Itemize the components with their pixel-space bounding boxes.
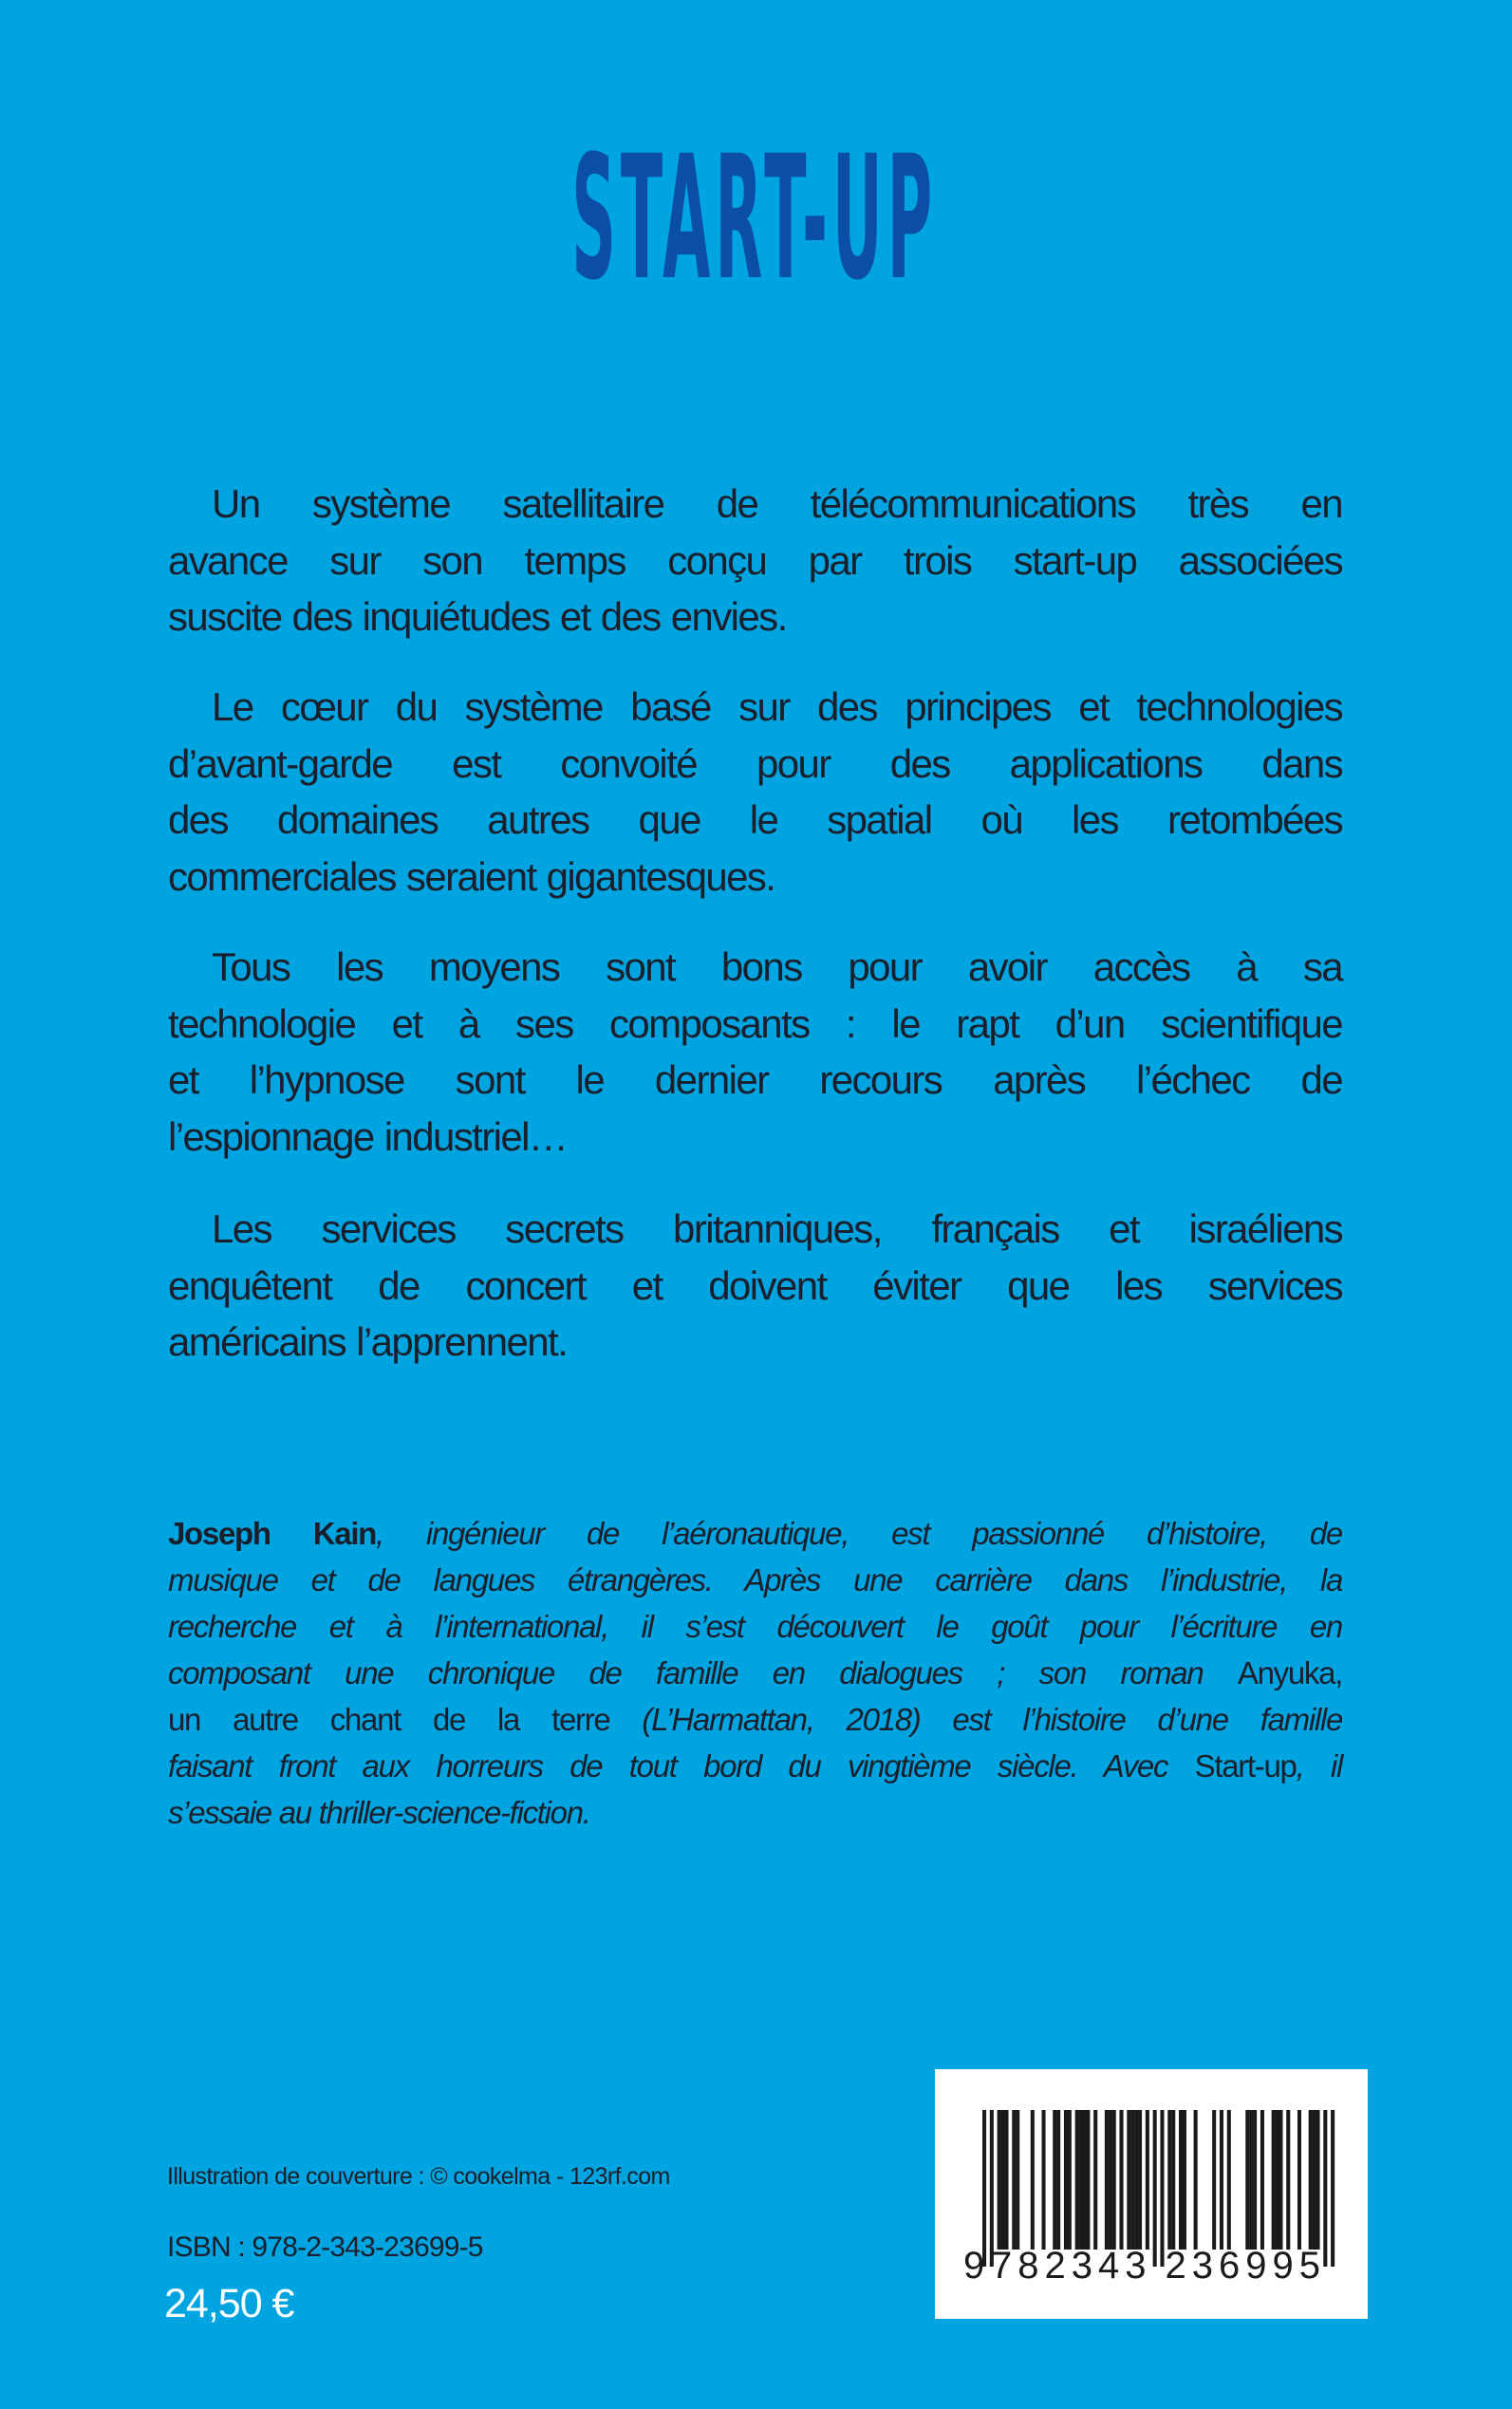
author-bio <box>168 1510 1342 1836</box>
bio-text: composant une chronique de famille en dialogues ; son roman <box>168 1655 1238 1690</box>
bio-line: s’essaie au thriller-science-fiction. <box>168 1795 590 1830</box>
synopsis-line: l’espionnage industriel… <box>168 1113 568 1159</box>
bio-text: , il <box>1296 1748 1342 1783</box>
cover-illustration-credit: Illustration de couverture : © cookelma - 123rf.com <box>167 2163 670 2190</box>
barcode-icon <box>935 2069 1368 2319</box>
synopsis-line: d’avant-garde est convoité pour des applications dans <box>168 740 1342 786</box>
book-title-text: START-UP <box>571 120 938 318</box>
barcode <box>935 2069 1368 2319</box>
price: 24,50 € <box>164 2281 294 2326</box>
book-reference: Start-up <box>1194 1748 1297 1783</box>
synopsis-paragraph-2 <box>168 679 1342 905</box>
bio-line: musique et de langues étrangères. Après une carrière dans l’industrie, la <box>168 1562 1342 1597</box>
bio-line: recherche et à l’international, il s’est découvert le goût pour l’écriture en <box>168 1609 1342 1644</box>
bio-line <box>168 1696 1342 1743</box>
synopsis-line: Le cœur du système basé sur des principes et technologies <box>212 684 1342 729</box>
svg-text:9: 9 <box>963 2245 985 2287</box>
svg-text:236995: 236995 <box>1165 2245 1327 2287</box>
synopsis-line: suscite des inquiétudes et des envies. <box>168 594 787 639</box>
synopsis-line: Les services secrets britanniques, français et israéliens <box>212 1206 1342 1251</box>
synopsis-line: avance sur son temps conçu par trois start-up associées <box>168 537 1342 583</box>
bio-text: faisant front aux horreurs de tout bord du vingtième siècle. Avec <box>168 1748 1195 1783</box>
bio-text: , ingénieur de l’aéronautique, est passionné d’histoire, de <box>376 1516 1342 1551</box>
synopsis-line: et l’hypnose sont le dernier recours après l’échec de <box>168 1057 1342 1102</box>
synopsis-line: Un système satellitaire de télécommunications très en <box>212 481 1342 526</box>
synopsis-line: technologie et à ses composants : le rapt d’un scientifique <box>168 1000 1342 1046</box>
synopsis-line: commerciales seraient gigantesques. <box>168 853 775 899</box>
author-name: Joseph Kain <box>168 1516 377 1551</box>
synopsis-paragraph-3 <box>168 939 1342 1165</box>
svg-text:782343: 782343 <box>990 2245 1152 2287</box>
synopsis-paragraph-1 <box>168 476 1342 645</box>
book-reference: un autre chant de la terre <box>168 1702 643 1737</box>
book-title <box>548 120 961 319</box>
bio-text: (L’Harmattan, 2018) est l’histoire d’une famille <box>642 1702 1342 1737</box>
synopsis-line: enquêtent de concert et doivent éviter que les services <box>168 1262 1342 1308</box>
bio-line <box>168 1650 1342 1696</box>
synopsis-line: Tous les moyens sont bons pour avoir accès à sa <box>212 944 1342 989</box>
book-reference: Anyuka, <box>1237 1655 1342 1690</box>
synopsis-line: américains l’apprennent. <box>168 1319 568 1364</box>
bio-line <box>168 1743 1342 1789</box>
synopsis-paragraph-4 <box>168 1201 1342 1371</box>
synopsis-line: des domaines autres que le spatial où les retombées <box>168 797 1342 842</box>
isbn: ISBN : 978-2-343-23699-5 <box>167 2232 483 2263</box>
bio-line <box>168 1510 1342 1557</box>
